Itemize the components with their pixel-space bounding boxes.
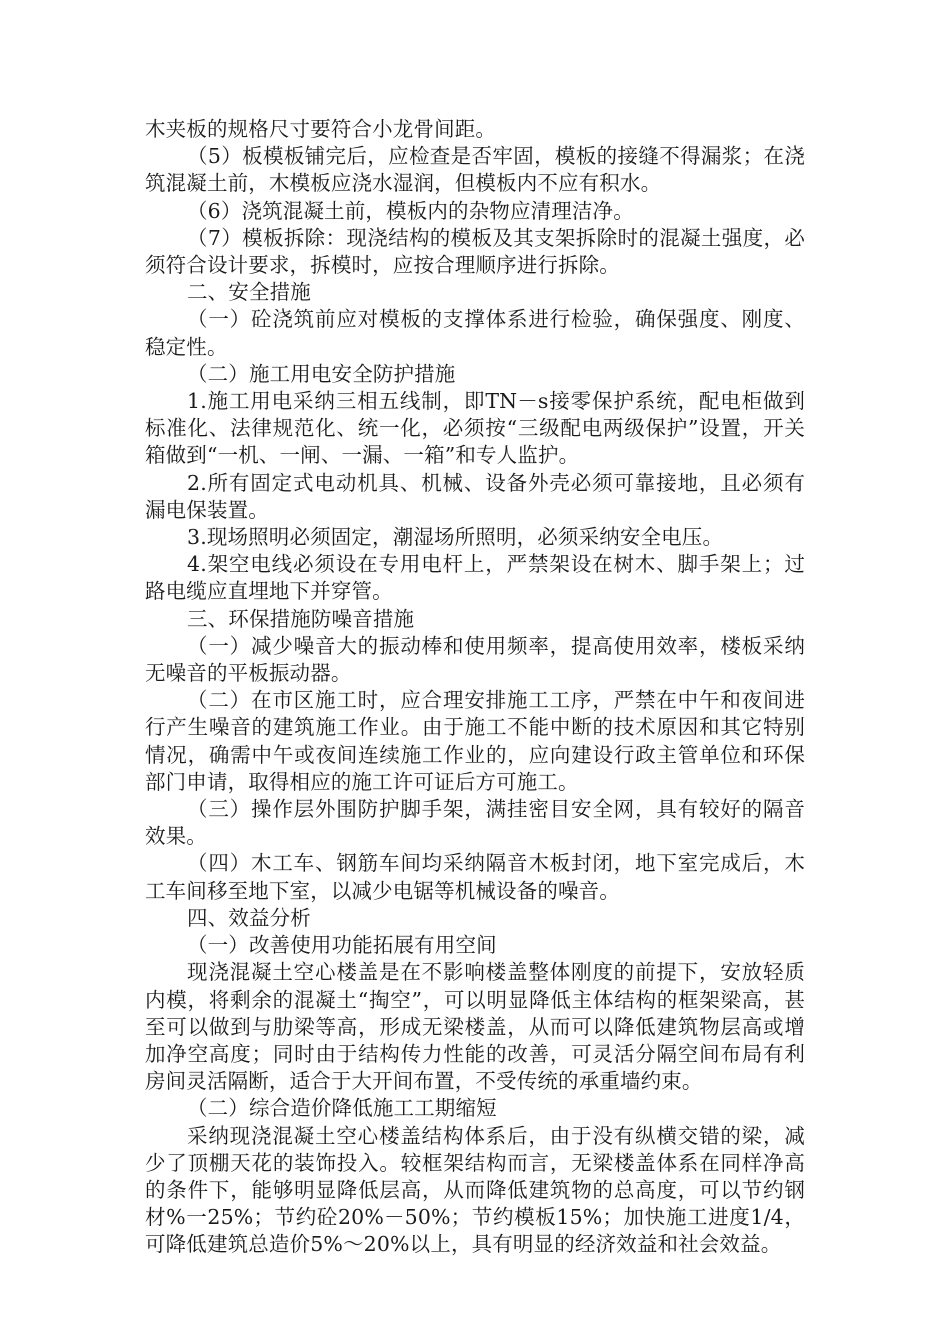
subheading-electrical-safety: （二）施工用电安全防护措施 — [187, 361, 456, 386]
subheading-benefit-1: （一）改善使用功能拓展有用空间 — [187, 933, 497, 958]
section-heading-safety: 二、安全措施 — [187, 280, 311, 305]
paragraph-electrical-2: 2.所有固定式电动机具、机械、设备外壳必须可靠接地，且必须有漏电保装置。 — [145, 470, 805, 522]
paragraph-noise-2: （二）在市区施工时，应合理安排施工工序，严禁在中午和夜间进行产生噪音的建筑施工作业。由于施工不能中断的技术原因和其它特别情况，确需中午或夜间连续施工作业的，应向建设行政主管单位和环保部门申请，取得相应的施工许可证后方可施工。 — [145, 688, 805, 794]
paragraph-benefit-1: 现浇混凝土空心楼盖是在不影响楼盖整体刚度的前提下，安放轻质内模，将剩余的混凝土“掏空”，可以明显降低主体结构的框架梁高，甚至可以做到与肋梁等高，形成无梁楼盖，从而可以降低建筑物层高或增加净空高度；同时由于结构传力性能的改善，可灵活分隔空间布局有利房间灵活隔断，适合于大开间布置，不受传统的承重墙约束。 — [145, 960, 805, 1094]
subheading-benefit-2: （二）综合造价降低施工工期缩短 — [187, 1096, 497, 1121]
paragraph-item-7: （7）模板拆除：现浇结构的模板及其支架拆除时的混凝土强度，必须符合设计要求，拆模时，应按合理顺序进行拆除。 — [145, 225, 805, 278]
paragraph-noise-3: （三）操作层外围防护脚手架，满挂密目安全网，具有较好的隔音效果。 — [145, 797, 805, 849]
paragraph-electrical-1: 1.施工用电采纳三相五线制，即TN－s接零保护系统，配电柜做到标准化、法律规范化、统一化，必须按“三级配电两级保护”设置，开关箱做到“一机、一闸、一漏、一箱”和专人监护。 — [145, 389, 805, 468]
paragraph-benefit-2: 采纳现浇混凝土空心楼盖结构体系后，由于没有纵横交错的梁，减少了顶棚天花的装饰投入。较框架结构而言，无梁楼盖体系在同样净高的条件下，能够明显降低层高，从而降低建筑物的总高度，可以节约钢材%一25%；节约砼20%－50%；节约模板15%；加快施工进度1/4，可降低建筑总造价5%～20%以上，具有明显的经济效益和社会效益。 — [145, 1123, 805, 1257]
paragraph-safety-1: （一）砼浇筑前应对模板的支撑体系进行检验，确保强度、刚度、稳定性。 — [145, 307, 805, 359]
document-body — [145, 116, 805, 1259]
paragraph-item-6: （6）浇筑混凝土前，模板内的杂物应清理洁净。 — [187, 198, 634, 223]
section-heading-benefits: 四、效益分析 — [187, 905, 311, 930]
paragraph-electrical-3: 3.现场照明必须固定，潮湿场所照明，必须采纳安全电压。 — [187, 525, 724, 550]
section-heading-noise: 三、环保措施防噪音措施 — [187, 606, 415, 631]
paragraph-electrical-4: 4.架空电线必须设在专用电杆上，严禁架设在树木、脚手架上；过路电缆应直埋地下并穿管。 — [145, 552, 805, 604]
paragraph-continuation: 木夹板的规格尺寸要符合小龙骨间距。 — [145, 117, 497, 141]
paragraph-noise-4: （四）木工车、钢筋车间均采纳隔音木板封闭，地下室完成后，木工车间移至地下室，以减少电锯等机械设备的噪音。 — [145, 851, 805, 903]
paragraph-item-5: （5）板模板铺完后，应检查是否牢固，模板的接缝不得漏浆；在浇筑混凝土前，木模板应浇水湿润，但模板内不应有积水。 — [145, 144, 805, 196]
paragraph-noise-1: （一）减少噪音大的振动棒和使用频率，提高使用效率，楼板采纳无噪音的平板振动器。 — [145, 633, 805, 686]
